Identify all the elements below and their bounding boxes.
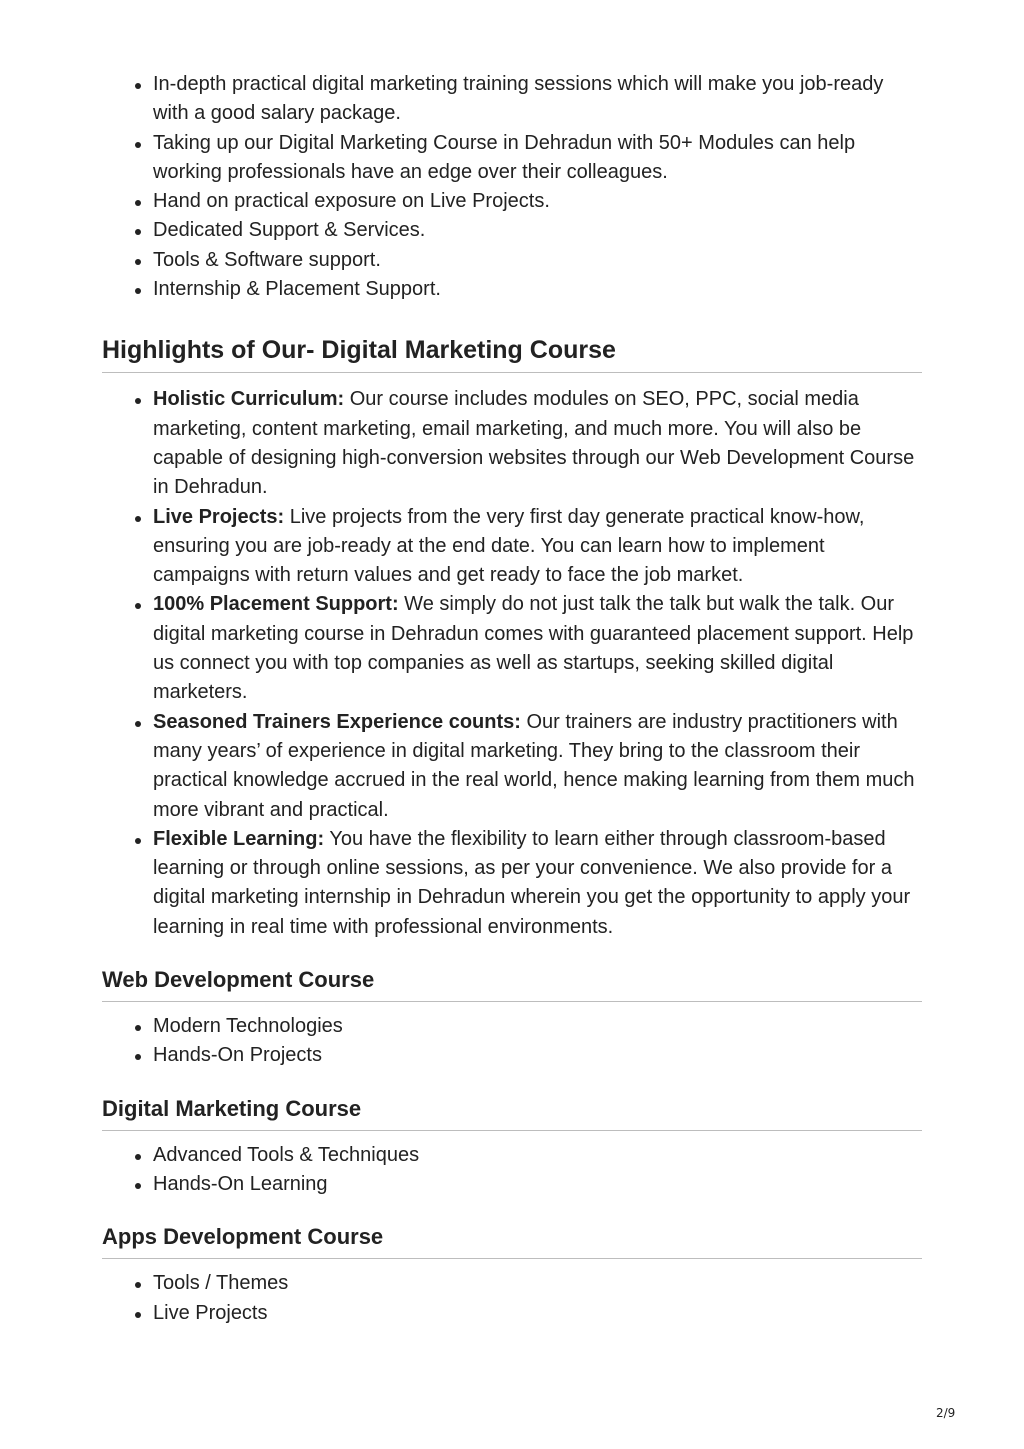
item-text: Live projects from the very first day generate practical know-how, ensuring you are job-ready at the end date. You can learn how to implement campaigns with return values and get ready to face the job market. bbox=[153, 505, 865, 587]
document-page bbox=[102, 70, 922, 1328]
list-item bbox=[153, 503, 922, 591]
item-title: 100% Placement Support: bbox=[153, 593, 399, 616]
list-item: Hands-On Projects bbox=[153, 1041, 922, 1070]
list-item: In-depth practical digital marketing training sessions which will make you job-ready with a good salary package. bbox=[153, 70, 922, 129]
highlights-heading: Highlights of Our- Digital Marketing Course bbox=[102, 335, 922, 373]
item-text: We simply do not just talk the talk but walk the talk. Our digital marketing course in Dehradun comes with guaranteed placement support. Help us connect you with top companies as well as startups, seeking skilled digital marketers. bbox=[153, 593, 914, 704]
digital-marketing-heading: Digital Marketing Course bbox=[102, 1096, 922, 1131]
apps-dev-heading: Apps Development Course bbox=[102, 1224, 922, 1259]
item-title: Flexible Learning: bbox=[153, 827, 325, 850]
item-text: Our trainers are industry practitioners with many years’ of experience in digital marketing. They bring to the classroom their practical knowledge accrued in the real world, hence making learning from them much more vibrant and practical. bbox=[153, 710, 915, 821]
list-item bbox=[153, 385, 922, 502]
web-dev-list bbox=[102, 1012, 922, 1071]
list-item: Hand on practical exposure on Live Projects. bbox=[153, 187, 922, 216]
list-item bbox=[153, 708, 922, 825]
list-item: Taking up our Digital Marketing Course in Dehradun with 50+ Modules can help working professionals have an edge over their colleagues. bbox=[153, 129, 922, 188]
list-item: Internship & Placement Support. bbox=[153, 275, 922, 304]
item-title: Seasoned Trainers Experience counts: bbox=[153, 710, 521, 733]
list-item: Live Projects bbox=[153, 1299, 922, 1328]
item-title: Holistic Curriculum: bbox=[153, 388, 345, 411]
apps-dev-list bbox=[102, 1269, 922, 1328]
list-item: Tools & Software support. bbox=[153, 246, 922, 275]
digital-marketing-list bbox=[102, 1141, 922, 1200]
item-text: You have the flexibility to learn either through classroom-based learning or through online sessions, as per your convenience. We also provide for a digital marketing internship in Dehradun wherein you get the opportunity to apply your learning in real time with professional environments. bbox=[153, 827, 911, 938]
list-item: Tools / Themes bbox=[153, 1269, 922, 1298]
web-dev-heading: Web Development Course bbox=[102, 967, 922, 1002]
highlights-list bbox=[102, 385, 922, 942]
item-title: Live Projects: bbox=[153, 505, 285, 528]
list-item: Dedicated Support & Services. bbox=[153, 216, 922, 245]
item-text: Our course includes modules on SEO, PPC, social media marketing, content marketing, email marketing, and much more. You will also be capable of designing high-conversion websites through our Web Development Course in Dehradun. bbox=[153, 388, 915, 499]
list-item: Hands-On Learning bbox=[153, 1170, 922, 1199]
intro-list bbox=[102, 70, 922, 304]
list-item bbox=[153, 590, 922, 707]
list-item: Advanced Tools & Techniques bbox=[153, 1141, 922, 1170]
page-number: 2/9 bbox=[936, 1406, 956, 1420]
list-item bbox=[153, 825, 922, 942]
list-item: Modern Technologies bbox=[153, 1012, 922, 1041]
